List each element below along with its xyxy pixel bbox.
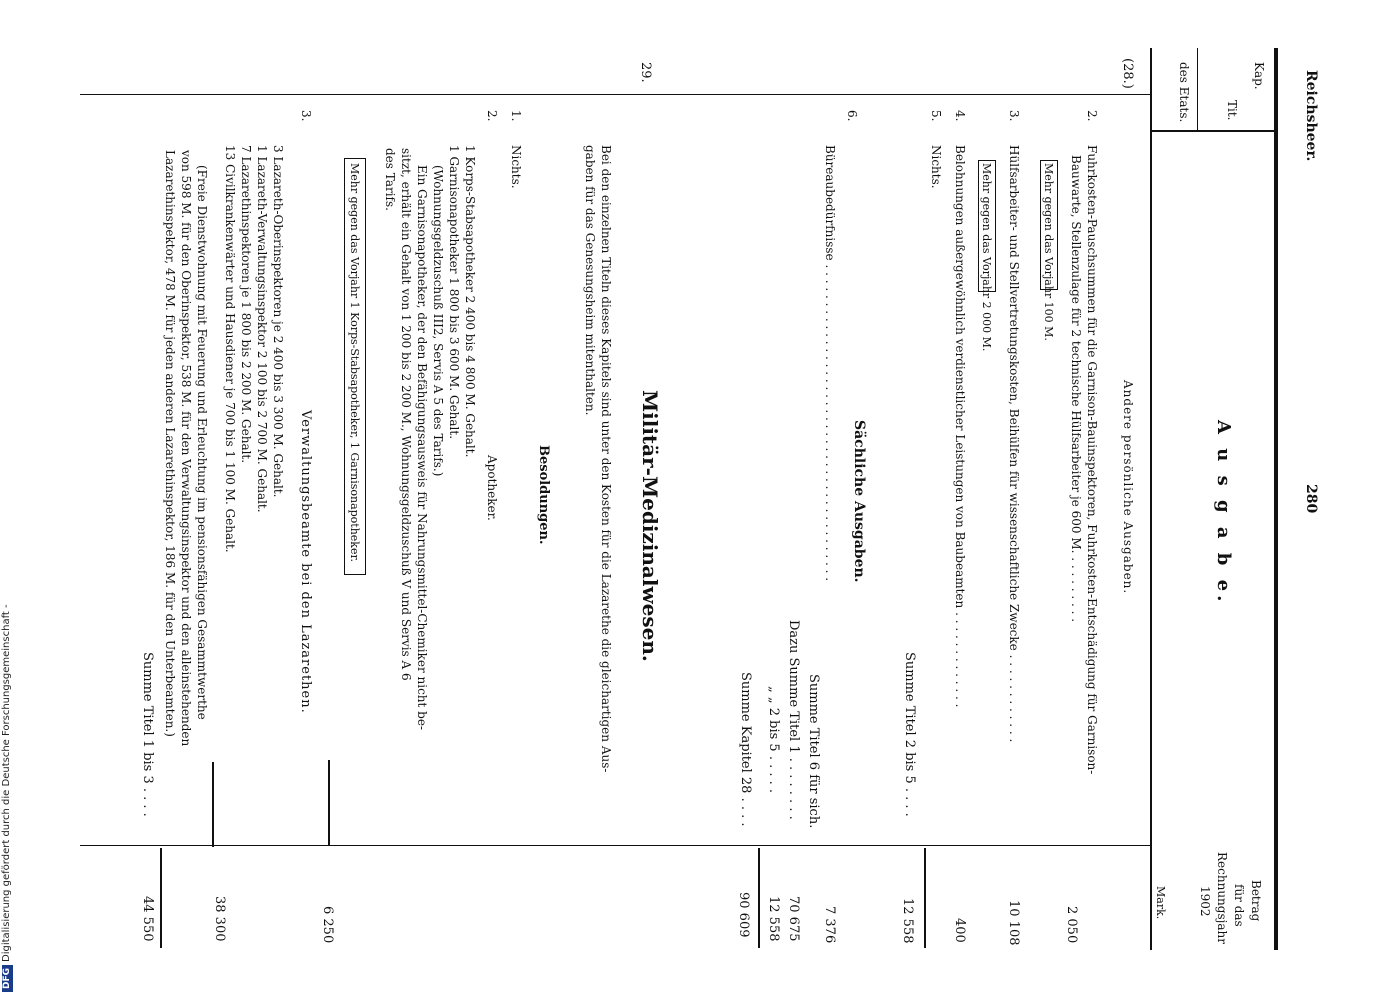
entry-3-text: Hülfsarbeiter- und Stellvertretungskosten, Beihülfen für wissenschaftliche Zwecke . . . . . . . . . . . .: [1007, 145, 1021, 743]
sum-1-3: 44 550: [140, 896, 155, 942]
tit-5: 5.: [929, 110, 943, 122]
entry-2-text-1: Fuhrkosten-Pauschsummen für die Garnison-Bauinspektoren, Fuhrkosten-Entschädigung für Garnison-: [1085, 145, 1099, 775]
amount-4: 400: [952, 918, 967, 943]
col-betrag-2: für das: [1232, 884, 1246, 927]
tit-2-29: 2.: [485, 110, 499, 122]
tit-3-29: 3.: [299, 110, 313, 122]
heading-saechliche: Sächliche Ausgaben.: [851, 420, 867, 583]
chapter-29-intro-2: gaben für das Genesungsheim mitenthalten.: [583, 145, 597, 416]
entry-3-note: Mehr gegen das Vorjahr 2 000 M.: [980, 163, 993, 352]
verwaltung-line-2: 1 Lazareth-Verwaltungsinspektor 2 100 bis 2 700 M. Gehalt.: [255, 145, 269, 513]
col-mark: Mark.: [1154, 886, 1167, 920]
apotheker-line-6: des Tarifs.: [383, 148, 397, 211]
sum-2-5-label: Summe Titel 2 bis 5 . . . .: [902, 652, 917, 817]
verwaltung-heading: Verwaltungsbeamte bei den Lazarethen.: [298, 410, 313, 714]
apotheker-line-4: Ein Garnisonapotheker, der den Befähigungsausweis für Nahrungsmittel-Chemiker nicht be-: [415, 165, 429, 731]
apotheker-note: Mehr gegen das Vorjahr 1 Korps-Stabsapotheker, 1 Garnisonapotheker.: [348, 163, 361, 563]
sum-rule-6: [758, 848, 760, 948]
chapter-29-title: Militär-Medizinalwesen.: [638, 390, 662, 662]
apotheker-line-1: 1 Korps-Stabsapotheker 2 400 bis 4 800 M. Gehalt.: [463, 145, 477, 458]
entry-2-note: Mehr gegen das Vorjahr 100 M.: [1042, 163, 1055, 341]
verwaltung-free-1: (Freie Dienstwohnung mit Feuerung und Erleuchtung im pensionsfähigen Gesammtwerthe: [195, 165, 209, 720]
sum-2-5b: 12 558: [766, 896, 781, 942]
apotheker-line-5: sitzt, erhält ein Gehalt von 1 200 bis 2 200 M., Wohnungsgeldzuschuß V und Servis A 6: [399, 148, 413, 681]
amount-apotheker: 6 250: [320, 906, 335, 944]
sum-rule-1-3: [160, 848, 162, 948]
sum-rule-verwaltung: [212, 762, 214, 847]
table-top-border: [1274, 48, 1278, 950]
entry-4-text: Belohnungen außergewöhnlich verdienstlicher Leistungen von Baubeamten . . . . . . . . . . . . .: [953, 145, 967, 708]
verwaltung-line-1: 3 Lazareth-Oberinspektoren je 2 400 bis 3 300 M. Gehalt.: [271, 145, 285, 498]
verwaltung-free-2: von 598 M. für den Oberinspektor, 538 M. für den Verwaltungsinspektor und den alleinstehenden: [179, 150, 193, 747]
sum-rule-apotheker: [328, 760, 330, 845]
entry-2-text-2: Bauwarte, Stellenzulage für 2 technische Hülfsarbeiter je 600 M. . . . . . . . . .: [1069, 155, 1083, 623]
apotheker-line-2: 1 Garnisonapotheker 1 800 bis 3 600 M. Gehalt.: [447, 145, 461, 440]
header-divider: [1150, 48, 1152, 950]
amount-column-divider: [80, 845, 1150, 846]
dfg-sidebar-text: Digitalisierung gefördert durch die Deutsche Forschungsgemeinschaft -: [1, 604, 12, 962]
amount-3: 10 108: [1006, 900, 1021, 946]
amount-2: 2 050: [1064, 906, 1079, 944]
col-tit: Tit.: [1225, 100, 1239, 121]
tit-2: 2.: [1085, 110, 1099, 122]
col-kap: Kap.: [1252, 62, 1266, 90]
col-etats: des Etats.: [1177, 62, 1191, 123]
tit-4: 4.: [953, 110, 967, 122]
section-title: A u s g a b e.: [1213, 420, 1234, 606]
col-betrag-3: Rechnungsjahr: [1215, 852, 1229, 944]
header-left-title: Reichsheer.: [1303, 70, 1319, 162]
sum-6-label: Summe Titel 6 für sich.: [806, 674, 821, 829]
sum-rule-2-5: [924, 848, 926, 948]
apotheker-line-3: (Wohnungsgeldzuschuß III2, Servis A 5 des Tarifs.): [431, 165, 445, 477]
sum-2-5: 12 558: [900, 898, 915, 944]
amount-verwaltung: 38 300: [212, 896, 227, 942]
page-number: 280: [1303, 484, 1319, 514]
entry-6-text: Büreaubedürfnisse . . . . . . . . . . . . . . . . . . . . . . . . . . . . . . . . . . . . . . . . . .: [823, 145, 837, 582]
dfg-logo: DFG: [2, 965, 13, 992]
sum-kap-28-label: Summe Kapitel 28 . . . .: [738, 672, 753, 827]
apotheker-heading: Apotheker.: [485, 455, 499, 521]
kap-tit-column-divider: [1150, 130, 1276, 132]
tit-6: 6.: [845, 110, 859, 122]
sum-kap-28: 90 609: [736, 892, 751, 938]
sum-2-5b-label: „ „ 2 bis 5 . . . . .: [766, 686, 781, 794]
kap-29-label: 29.: [638, 62, 653, 83]
verwaltung-free-3: Lazarethinspektor, 478 M. für jeden anderen Lazarethinspektor, 186 M. für den Unterbeamten.): [163, 150, 177, 737]
sum-1: 70 675: [786, 896, 801, 942]
col-betrag-4: 1902: [1198, 886, 1212, 917]
chapter-29-intro-1: Bei den einzelnen Titeln dieses Kapitels sind unter den Kosten für die Lazarethe die gleichartigen Aus-: [599, 145, 613, 773]
sum-1-3-label: Summe Titel 1 bis 3 . . . .: [140, 652, 155, 817]
kap-tit-divider-top: [1197, 48, 1198, 130]
tit-1-29: 1.: [509, 110, 523, 122]
entry-5-text: Nichts.: [929, 145, 943, 189]
chapter-divider: [620, 94, 1150, 95]
heading-andere: Andere persönliche Ausgaben.: [1121, 380, 1135, 595]
tit-3: 3.: [1007, 110, 1021, 122]
col-betrag-1: Betrag: [1249, 880, 1263, 922]
sum-1-label: Dazu Summe Titel 1 . . . . . . . .: [786, 620, 801, 820]
page-left-rule: [80, 94, 620, 95]
heading-besoldungen: Besoldungen.: [536, 445, 551, 545]
verwaltung-line-4: 13 Civilkrankenwärter und Hausdiener je 700 bis 1 100 M. Gehalt.: [223, 145, 237, 553]
verwaltung-line-3: 7 Lazarethinspektoren je 1 800 bis 2 200 M. Gehalt.: [239, 145, 253, 464]
kap-28-label: (28.): [1120, 58, 1135, 89]
amount-6: 7 376: [822, 906, 837, 944]
entry-1-29-text: Nichts.: [509, 145, 523, 189]
